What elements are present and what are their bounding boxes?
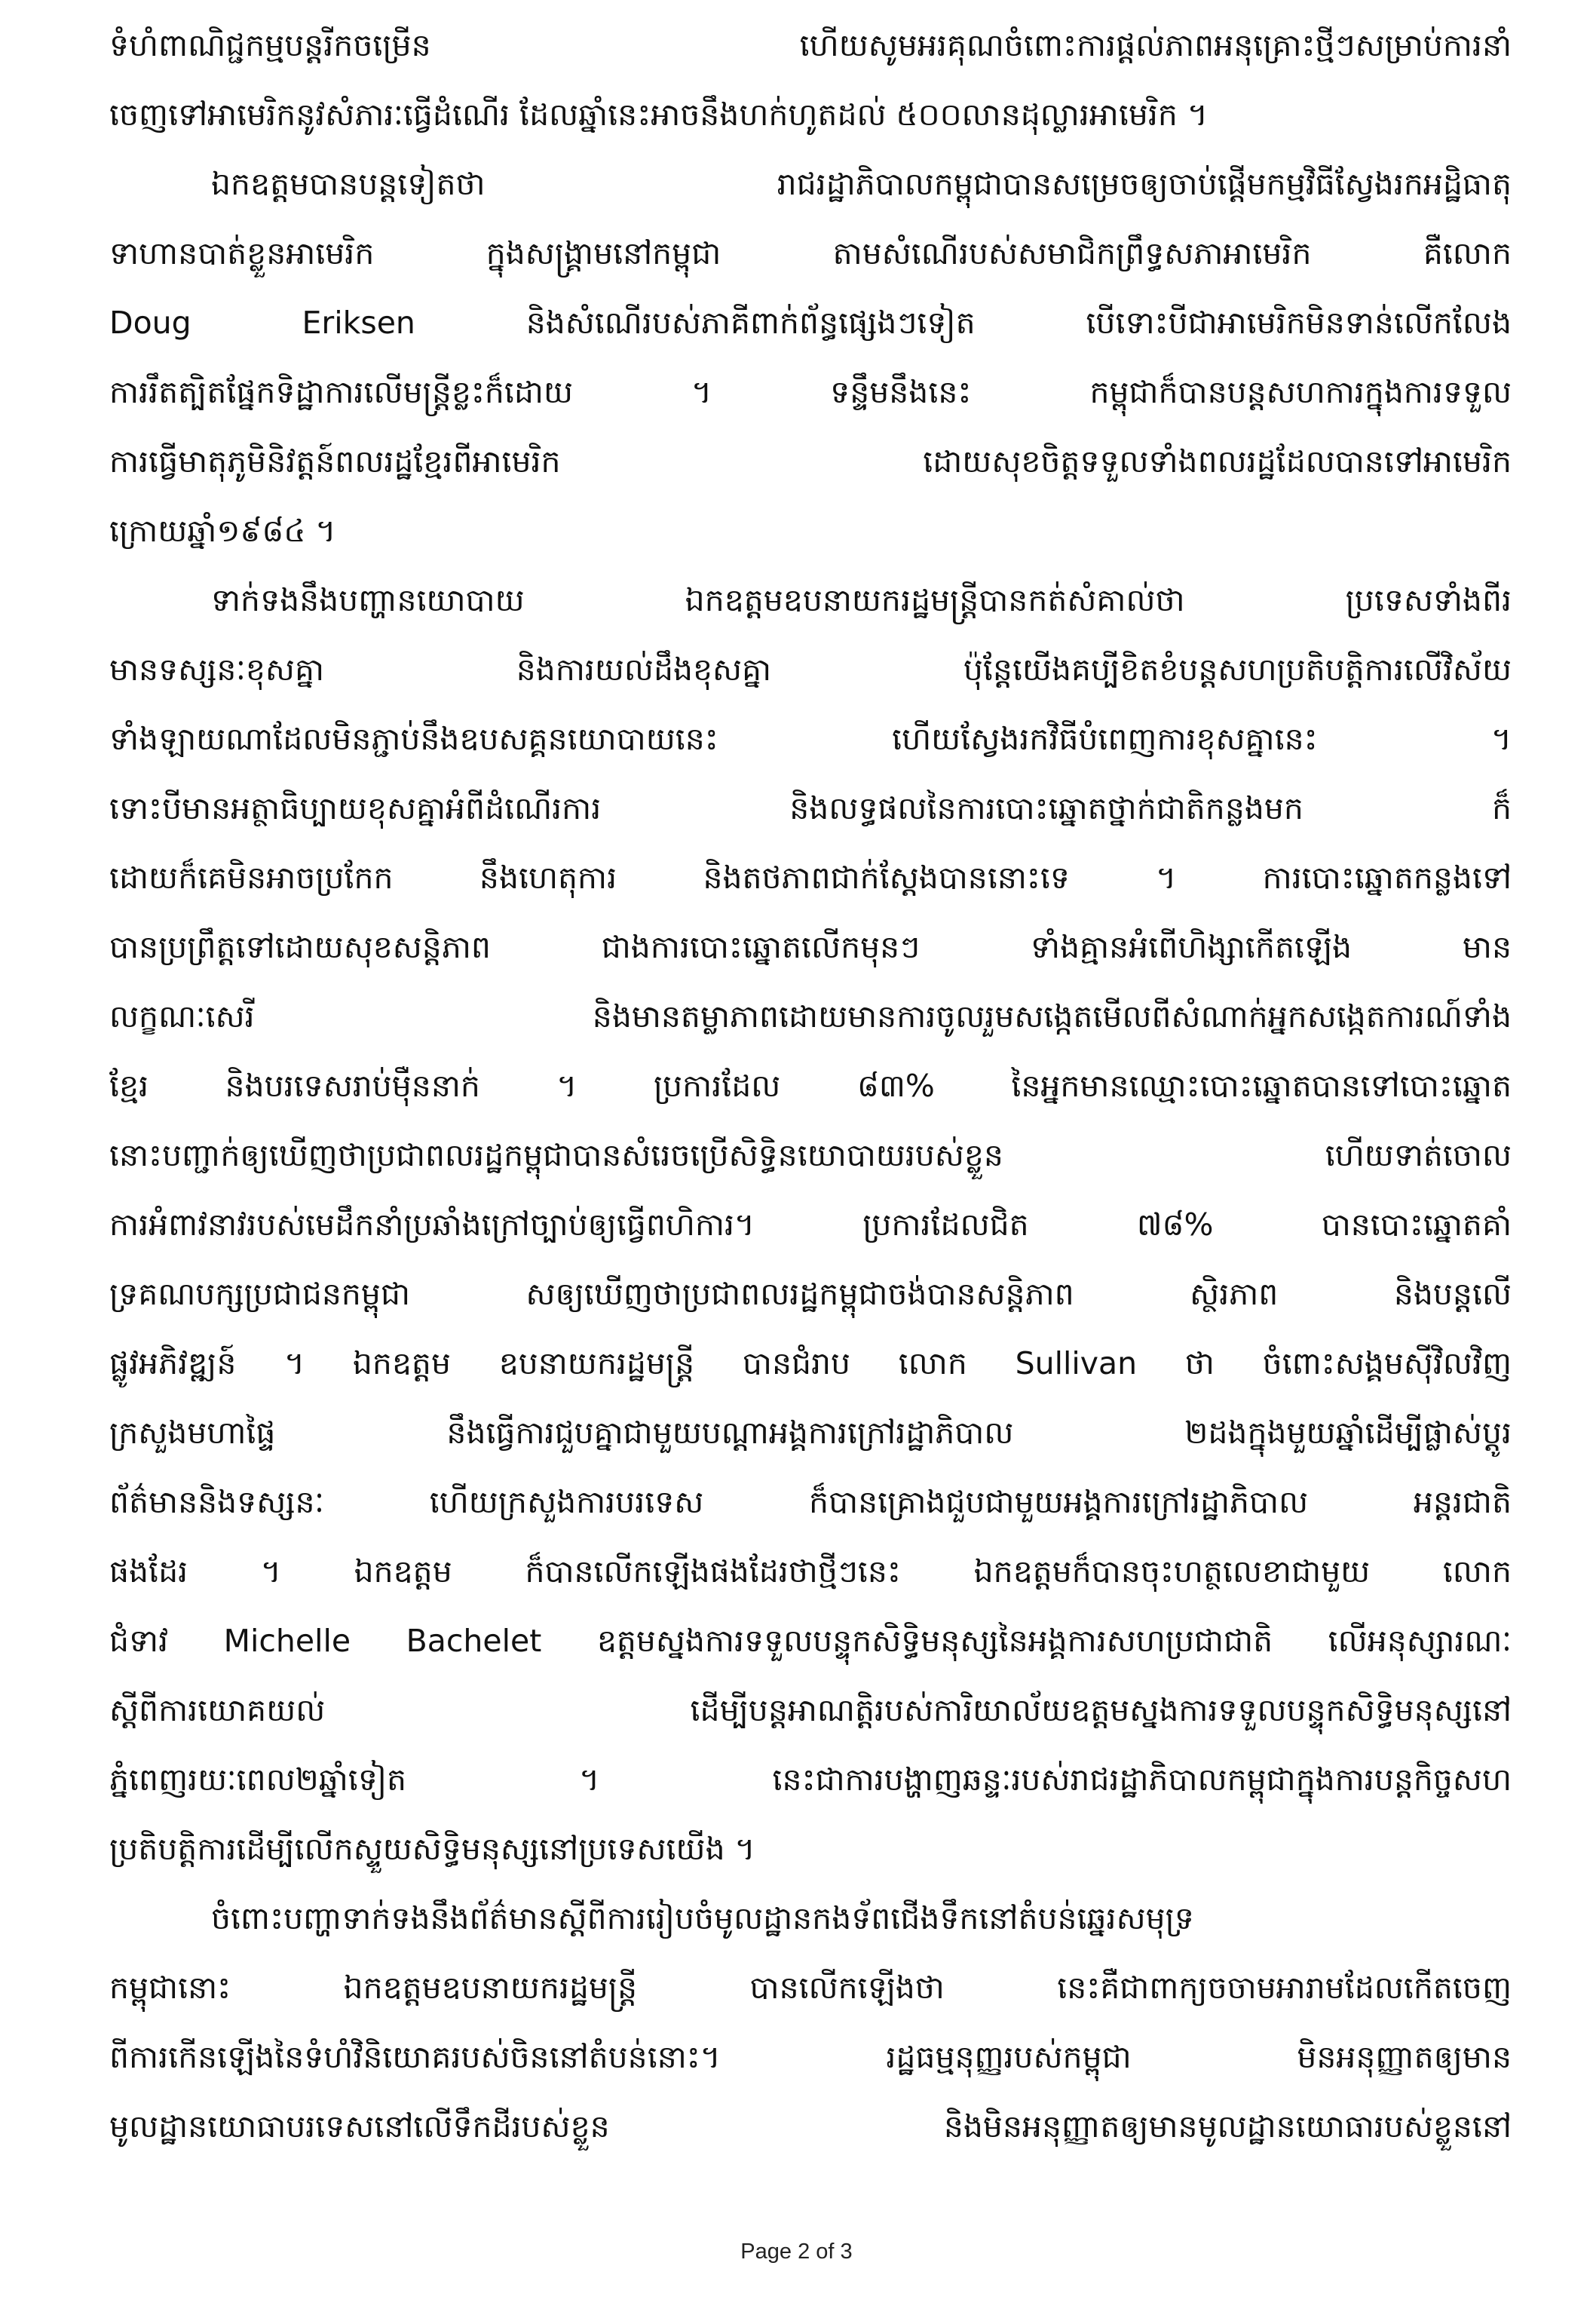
text-line: ពីការកើនឡើងនៃទំហំវិនិយោគរបស់ចិននៅតំបន់នោះ។ រដ្ឋធម្មនុញ្ញរបស់កម្ពុជា មិនអនុញ្ញាតឲ្យមាន (109, 2039, 1512, 2075)
text-line: បានប្រព្រឹត្តទៅដោយសុខសន្តិភាព ជាងការបោះឆ្នោតលើកមុនៗ ទាំងគ្មានអំពើហិង្សាកើតឡើង មាន (109, 929, 1512, 965)
text-line: មូលដ្ឋានយោធាបរទេសនៅលើទឹកដីរបស់ខ្លួន និងមិនអនុញ្ញាតឲ្យមានមូលដ្ឋានយោធារបស់ខ្លួននៅ (109, 2108, 1512, 2145)
text-line: ខ្មែរ និងបរទេសរាប់ម៉ឺននាក់ ។ ប្រការដែល ៨៣% នៃអ្នកមានឈ្មោះបោះឆ្នោតបានទៅបោះឆ្នោត (109, 1068, 1512, 1104)
page-label: Page (740, 2240, 792, 2264)
text-line: មានទស្សនៈខុសគ្នា និងការយល់ដឹងខុសគ្នា ប៉ុន្តែយើងគប្បីខិតខំបន្តសហប្រតិបត្តិការលើវិស័យ (109, 652, 1512, 688)
text-line: ទាំងឡាយណាដែលមិនភ្ជាប់នឹងឧបសគ្គនយោបាយនេះ ហើយស្វែងរកវិធីបំពេញការខុសគ្នានេះ ។ (109, 721, 1512, 757)
text-line: ការធ្វើមាតុភូមិនិវត្តន៍ពលរដ្ឋខ្មែរពីអាមេរិក ដោយសុខចិត្តទទួលទាំងពលរដ្ឋដែលបានទៅអាមេរិក (109, 443, 1512, 480)
text-line: ដោយក៏គេមិនអាចប្រកែក នឹងហេតុការ និងតថភាពជាក់ស្តែងបាននោះទេ ។ ការបោះឆ្នោតកន្លងទៅ (109, 860, 1512, 896)
text-line: ការអំពាវនាវរបស់មេដឹកនាំប្រឆាំងក្រៅច្បាប់ឲ្យធ្វើពហិការ។ ប្រការដែលជិត ៧៨% បានបោះឆ្នោតគាំ (109, 1206, 1512, 1243)
body-text (109, 11, 1512, 2161)
page-of-label: of (816, 2240, 835, 2264)
page-number-total: 3 (840, 2240, 853, 2264)
paragraph-first-line: ទាក់ទងនឹងបញ្ហានយោបាយ ឯកឧត្តមឧបនាយករដ្ឋមន្ត្រីបានកត់សំគាល់ថា ប្រទេសទាំងពីរ (211, 582, 1512, 618)
text-line: ទោះបីមានអត្ថាធិប្បាយខុសគ្នាអំពីដំណើរការ និងលទ្ធផលនៃការបោះឆ្នោតថ្នាក់ជាតិកន្លងមក ក៏ (109, 790, 1512, 826)
text-line: ទាហានបាត់ខ្លួនអាមេរិក ក្នុងសង្គ្រាមនៅកម្ពុជា តាមសំណើរបស់សមាជិកព្រឹទ្ធសភាអាមេរិក គឺលោក (109, 235, 1512, 271)
text-line: លក្ខណៈសេរី និងមានតម្លាភាពដោយមានការចូលរួមសង្កេតមើលពីសំណាក់អ្នកសង្កេតការណ៍ទាំង (109, 998, 1512, 1035)
paragraph-first-line: ចំពោះបញ្ហាទាក់ទងនឹងព័ត៌មានស្តីពីការរៀបចំមូលដ្ឋានកងទ័ពជើងទឹកនៅតំបន់ឆ្នេរសមុទ្រ (211, 1900, 1194, 1936)
text-line: កម្ពុជានោះ ឯកឧត្តមឧបនាយករដ្ឋមន្ត្រី បានលើកឡើងថា នេះគឺជាពាក្យចចាមអារាមដែលកើតចេញ (109, 1970, 1512, 2006)
text-line: ប្រតិបត្តិការដើម្បីលើកស្ទួយសិទ្ធិមនុស្សនៅប្រទេសយើង ។ (109, 1831, 755, 1867)
text-line: ផ្លូវអភិវឌ្ឍន៍ ។ ឯកឧត្តម ឧបនាយករដ្ឋមន្ត្រី បានជំរាប លោក Sullivan ថា ចំពោះសង្គមស៊ីវិលវិញ (109, 1345, 1512, 1381)
text-line: ស្តីពីការយោគយល់ ដើម្បីបន្តអាណត្តិរបស់ការិយាល័យឧត្តមស្នងការទទួលបន្ទុកសិទ្ធិមនុស្សនៅ (109, 1692, 1512, 1728)
text-line: ក្រោយឆ្នាំ១៩៨៤ ។ (109, 513, 336, 549)
paragraph-first-line: ឯកឧត្តមបានបន្តទៀតថា រាជរដ្ឋាភិបាលកម្ពុជាបានសម្រេចឲ្យចាប់ផ្តើមកម្មវិធីស្វែងរកអដ្ឋិធាតុ (211, 166, 1512, 202)
text-line: ទំហំពាណិជ្ជកម្មបន្តរីកចម្រើន ហើយសូមអរគុណចំពោះការផ្តល់ភាពអនុគ្រោះថ្មីៗសម្រាប់ការនាំ (109, 27, 1512, 63)
text-line: ជំទាវ Michelle Bachelet ឧត្តមស្នងការទទួលបន្ទុកសិទ្ធិមនុស្សនៃអង្គការសហប្រជាជាតិ លើអនុស្សារណៈ (109, 1623, 1512, 1659)
page-number-current: 2 (798, 2240, 810, 2264)
text-line: ព័ត៌មាននិងទស្សនៈ ហើយក្រសួងការបរទេស ក៏បានគ្រោងជួបជាមួយអង្គការក្រៅរដ្ឋាភិបាល អន្តរជាតិ (109, 1484, 1512, 1520)
text-line: ការរឹតត្បិតផ្នែកទិដ្ឋាការលើមន្ត្រីខ្លះក៏ដោយ ។ ទន្ទឹមនឹងនេះ កម្ពុជាក៏បានបន្តសហការក្នុងការទទួល (109, 374, 1512, 410)
text-line: ចេញទៅអាមេរិកនូវសំភារៈធ្វើដំណើរ ដែលឆ្នាំនេះអាចនឹងហក់ហូតដល់ ៥០០លានដុល្លារអាមេរិក ។ (109, 97, 1208, 133)
text-line: ក្រសួងមហាផ្ទៃ នឹងធ្វើការជួបគ្នាជាមួយបណ្តាអង្គការក្រៅរដ្ឋាភិបាល ២ដងក្នុងមួយឆ្នាំដើម្បីផ្លាស់ប្តូរ (109, 1415, 1512, 1451)
text-line: ភ្នំពេញរយៈពេល២ឆ្នាំទៀត ។ នេះជាការបង្ហាញឆន្ទៈរបស់រាជរដ្ឋាភិបាលកម្ពុជាក្នុងការបន្តកិច្ចសហ (109, 1761, 1512, 1798)
text-line: នោះបញ្ជាក់ឲ្យឃើញថាប្រជាពលរដ្ឋកម្ពុជាបានសំរេចប្រើសិទ្ធិនយោបាយរបស់ខ្លួន ហើយទាត់ចោល (109, 1137, 1512, 1173)
page-footer (0, 2240, 1593, 2264)
text-line: ផងដែរ ។ ឯកឧត្តម ក៏បានលើកឡើងផងដែរថាថ្មីៗនេះ ឯកឧត្តមក៏បានចុះហត្ថលេខាជាមួយ លោក (109, 1553, 1512, 1590)
text-line: ទ្រគណបក្សប្រជាជនកម្ពុជា សឲ្យឃើញថាប្រជាពលរដ្ឋកម្ពុជាចង់បានសន្តិភាព ស្ថិរភាព និងបន្តលើ (109, 1276, 1512, 1312)
text-line: Doug Eriksen និងសំណើរបស់ភាគីពាក់ព័ន្ធផ្សេងៗទៀត បើទោះបីជាអាមេរិកមិនទាន់លើកលែង (109, 305, 1512, 341)
